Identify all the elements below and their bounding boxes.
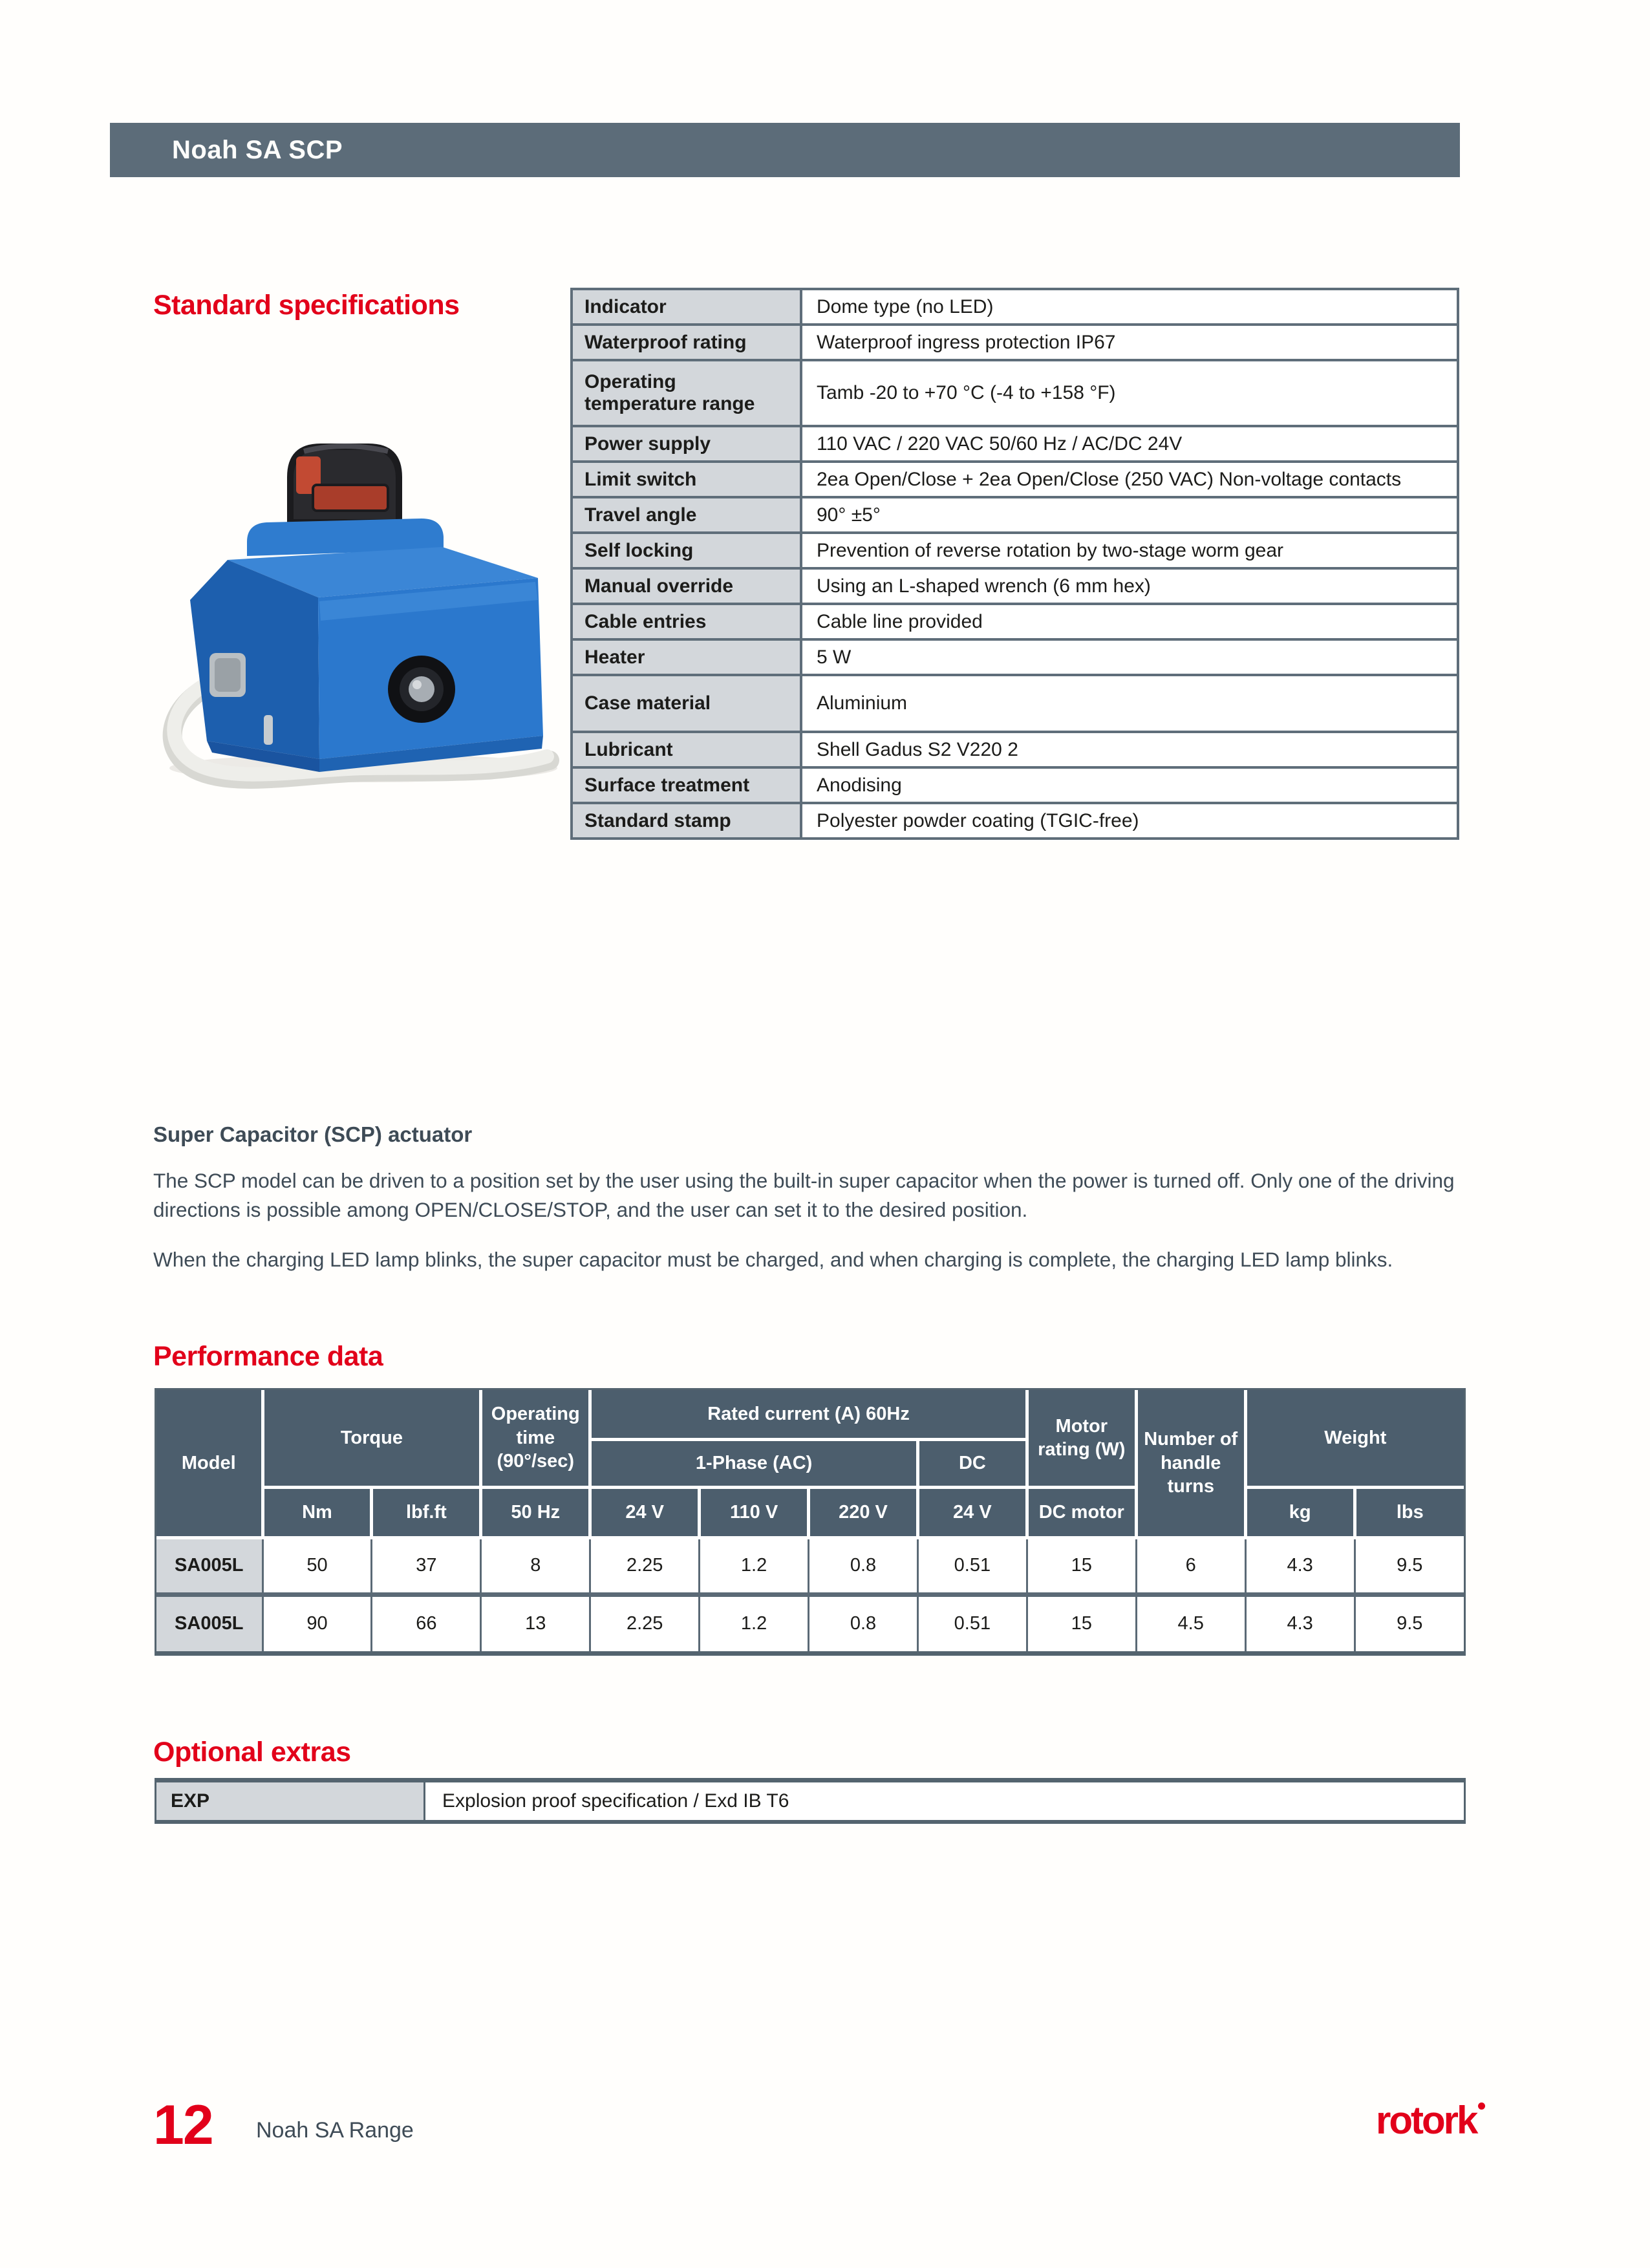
rotork-logo — [1376, 2101, 1485, 2140]
spec-label: Power supply — [572, 426, 801, 462]
data-cell: 66 — [372, 1594, 481, 1651]
scp-paragraph-2: When the charging LED lamp blinks, the super capacitor must be charged, and when charging is complete, the charging LED lamp blinks. — [153, 1248, 1393, 1272]
col-lbs: lbs — [1355, 1487, 1464, 1537]
page-number: 12 — [153, 2094, 213, 2156]
spec-label: Indicator — [572, 289, 801, 325]
extras-row — [156, 1781, 1465, 1822]
spec-row — [572, 568, 1458, 604]
spec-row — [572, 675, 1458, 732]
data-cell: 8 — [481, 1537, 590, 1594]
spec-label: Cable entries — [572, 604, 801, 639]
spec-row — [572, 462, 1458, 497]
spec-value: Dome type (no LED) — [801, 289, 1458, 325]
logo-dot-icon — [1478, 2102, 1485, 2110]
col-model: Model — [156, 1390, 262, 1537]
rotork-logo-text: rotork — [1376, 2099, 1477, 2142]
spec-value: Aluminium — [801, 675, 1458, 732]
actuator-illustration — [150, 387, 569, 791]
standard-specifications-table — [570, 288, 1459, 840]
spec-label: Self locking — [572, 533, 801, 568]
perf-data-row — [156, 1594, 1464, 1651]
data-cell: 2.25 — [590, 1537, 700, 1594]
col-110v-ac: 110 V — [700, 1487, 809, 1537]
spec-value: Tamb -20 to +70 °C (-4 to +158 °F) — [801, 360, 1458, 426]
spec-label: Limit switch — [572, 462, 801, 497]
spec-value: Waterproof ingress protection IP67 — [801, 325, 1458, 360]
page-title: Noah SA SCP — [172, 135, 343, 164]
extras-label: EXP — [156, 1781, 425, 1822]
spec-row — [572, 767, 1458, 803]
data-cell: 15 — [1027, 1537, 1136, 1594]
spec-value: 110 VAC / 220 VAC 50/60 Hz / AC/DC 24V — [801, 426, 1458, 462]
spec-row — [572, 426, 1458, 462]
spec-value: Anodising — [801, 767, 1458, 803]
spec-value: Polyester powder coating (TGIC-free) — [801, 803, 1458, 839]
col-lbf-ft: lbf.ft — [372, 1487, 481, 1537]
spec-row — [572, 533, 1458, 568]
spec-row — [572, 325, 1458, 360]
spec-row — [572, 803, 1458, 839]
spec-row — [572, 360, 1458, 426]
data-cell: 1.2 — [700, 1594, 809, 1651]
perf-header-row-3 — [156, 1487, 1464, 1537]
spec-row — [572, 732, 1458, 767]
optional-extras-table — [155, 1778, 1466, 1824]
perf-data-row — [156, 1537, 1464, 1594]
col-handle-turns: Number of handle turns — [1136, 1390, 1245, 1537]
spec-value: 90° ±5° — [801, 497, 1458, 533]
data-cell: 90 — [262, 1594, 372, 1651]
model-cell: SA005L — [156, 1594, 262, 1651]
spec-row — [572, 497, 1458, 533]
data-cell: 1.2 — [700, 1537, 809, 1594]
spec-value: Using an L-shaped wrench (6 mm hex) — [801, 568, 1458, 604]
data-cell: 4.5 — [1136, 1594, 1245, 1651]
spec-label: Travel angle — [572, 497, 801, 533]
col-motor-rating: Motor rating (W) — [1027, 1390, 1136, 1487]
spec-label: Case material — [572, 675, 801, 732]
data-cell: 50 — [262, 1537, 372, 1594]
data-cell: 2.25 — [590, 1594, 700, 1651]
spec-row — [572, 289, 1458, 325]
spec-label: Waterproof rating — [572, 325, 801, 360]
col-50hz: 50 Hz — [481, 1487, 590, 1537]
col-rated-current: Rated current (A) 60Hz — [590, 1390, 1027, 1439]
perf-header-row-1 — [156, 1390, 1464, 1439]
spec-value: 2ea Open/Close + 2ea Open/Close (250 VAC) Non-voltage contacts — [801, 462, 1458, 497]
data-cell: 15 — [1027, 1594, 1136, 1651]
scp-paragraph-1: The SCP model can be driven to a position set by the user using the built-in super capacitor when the power is turned off. Only one of the driving directions is possible among OPEN/CLOSE/STOP, and the user can set it to the desired position. — [153, 1169, 1455, 1222]
col-dc: DC — [917, 1439, 1027, 1487]
col-kg: kg — [1245, 1487, 1355, 1537]
col-24v-ac: 24 V — [590, 1487, 700, 1537]
data-cell: 9.5 — [1355, 1537, 1464, 1594]
spec-label: Surface treatment — [572, 767, 801, 803]
spec-row — [572, 604, 1458, 639]
data-cell: 13 — [481, 1594, 590, 1651]
page-header-bar — [110, 123, 1460, 177]
data-cell: 0.51 — [917, 1537, 1027, 1594]
data-cell: 0.8 — [809, 1537, 918, 1594]
spec-label: Operating temperature range — [572, 360, 801, 426]
data-cell: 37 — [372, 1537, 481, 1594]
col-weight: Weight — [1245, 1390, 1464, 1487]
spec-value: 5 W — [801, 639, 1458, 675]
spec-value: Prevention of reverse rotation by two-stage worm gear — [801, 533, 1458, 568]
col-torque: Torque — [262, 1390, 481, 1487]
product-image — [150, 387, 569, 791]
data-cell: 0.51 — [917, 1594, 1027, 1651]
spec-label: Heater — [572, 639, 801, 675]
col-220v-ac: 220 V — [809, 1487, 918, 1537]
optional-extras-heading: Optional extras — [153, 1737, 351, 1768]
extras-value: Explosion proof specification / Exd IB T6 — [425, 1781, 1465, 1822]
data-cell: 4.3 — [1245, 1537, 1355, 1594]
col-nm: Nm — [262, 1487, 372, 1537]
performance-table — [156, 1390, 1464, 1651]
performance-data-heading: Performance data — [153, 1341, 383, 1372]
spec-value: Cable line provided — [801, 604, 1458, 639]
col-24v-dc: 24 V — [917, 1487, 1027, 1537]
performance-table-wrap — [155, 1388, 1466, 1656]
footer-range-label: Noah SA Range — [256, 2118, 414, 2143]
data-cell: 4.3 — [1245, 1594, 1355, 1651]
data-cell: 0.8 — [809, 1594, 918, 1651]
scp-section — [153, 1122, 1464, 1295]
data-cell: 9.5 — [1355, 1594, 1464, 1651]
scp-heading: Super Capacitor (SCP) actuator — [153, 1122, 473, 1146]
model-cell: SA005L — [156, 1537, 262, 1594]
col-dc-motor: DC motor — [1027, 1487, 1136, 1537]
spec-label: Manual override — [572, 568, 801, 604]
spec-row — [572, 639, 1458, 675]
spec-value: Shell Gadus S2 V220 2 — [801, 732, 1458, 767]
standard-specifications-heading: Standard specifications — [153, 290, 460, 321]
col-1phase-ac: 1-Phase (AC) — [590, 1439, 918, 1487]
data-cell: 6 — [1136, 1537, 1245, 1594]
col-operating-time: Operating time (90°/sec) — [481, 1390, 590, 1487]
spec-label: Lubricant — [572, 732, 801, 767]
spec-label: Standard stamp — [572, 803, 801, 839]
